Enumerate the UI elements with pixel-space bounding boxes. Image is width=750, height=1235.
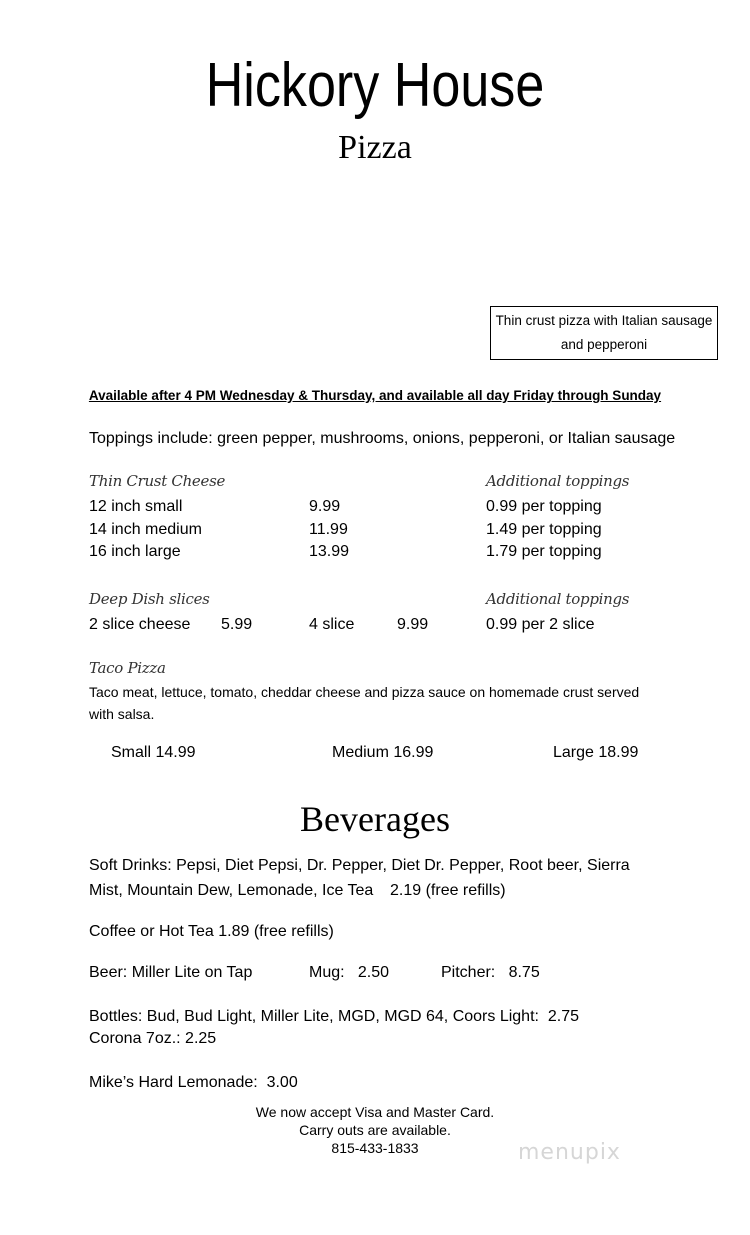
thin-price-16: 13.99 [309,543,350,560]
deep-dish-price-2slice: 5.99 [221,616,253,633]
coffee-tea-line: Coffee or Hot Tea 1.89 (free refills) [89,923,334,940]
taco-large-price: Large 18.99 [553,744,639,761]
thin-price-14: 11.99 [309,521,348,538]
toppings-note: Toppings include: green pepper, mushrooms, onions, pepperoni, or Italian sausage [89,430,676,447]
deep-dish-heading: Deep Dish slices [89,590,210,608]
taco-small-price: Small 14.99 [111,744,196,761]
beer-mug-price: Mug: 2.50 [309,964,390,981]
taco-pizza-heading: Taco Pizza [89,659,166,677]
restaurant-name: Hickory House [205,51,545,120]
deep-dish-price-4slice: 9.99 [397,616,429,633]
thin-crust-heading: Thin Crust Cheese [89,472,226,490]
mikes-line: Mike’s Hard Lemonade: 3.00 [89,1074,298,1091]
thin-price-12: 9.99 [309,498,341,515]
deep-dish-item-2slice: 2 slice cheese [89,616,191,633]
watermark-logo: menupix [518,1140,621,1165]
thin-size-16: 16 inch large [89,543,181,560]
thin-size-14: 14 inch medium [89,521,202,538]
thin-size-12: 12 inch small [89,498,183,515]
soft-drinks-line2: Mist, Mountain Dew, Lemonade, Ice Tea [89,882,374,899]
taco-medium-price: Medium 16.99 [332,744,434,761]
thin-crust-additional-heading: Additional toppings [486,472,630,490]
soft-drinks-line1: Soft Drinks: Pepsi, Diet Pepsi, Dr. Pepper, Diet Dr. Pepper, Root beer, Sierra [89,857,630,874]
footer-phone: 815-433-1833 [331,1140,419,1156]
availability-note: Available after 4 PM Wednesday & Thursday, and available all day Friday through Sunday [88,388,662,403]
soft-drinks-price: 2.19 (free refills) [390,882,506,899]
thin-extra-12: 0.99 per topping [486,498,602,515]
thin-extra-16: 1.79 per topping [486,543,602,560]
deep-dish-additional-heading: Additional toppings [486,590,630,608]
taco-pizza-description: Taco meat, lettuce, tomato, cheddar cheese and pizza sauce on homemade crust served with salsa. [89,684,640,722]
footer-carryout-note: Carry outs are available. [299,1122,451,1138]
callout-box: Thin crust pizza with Italian sausage and pepperoni [490,306,718,360]
restaurant-subtitle: Pizza [338,129,412,166]
corona-line: Corona 7oz.: 2.25 [89,1030,217,1047]
beer-pitcher-price: Pitcher: 8.75 [441,964,540,981]
beer-label: Beer: Miller Lite on Tap [89,964,253,981]
beverages-title: Beverages [300,799,450,839]
thin-extra-14: 1.49 per topping [486,521,602,538]
bottles-line: Bottles: Bud, Bud Light, Miller Lite, MGD, MGD 64, Coors Light: 2.75 [89,1008,579,1025]
deep-dish-item-4slice: 4 slice [309,616,355,633]
deep-dish-extra: 0.99 per 2 slice [486,616,595,633]
footer-payment-note: We now accept Visa and Master Card. [255,1104,495,1120]
